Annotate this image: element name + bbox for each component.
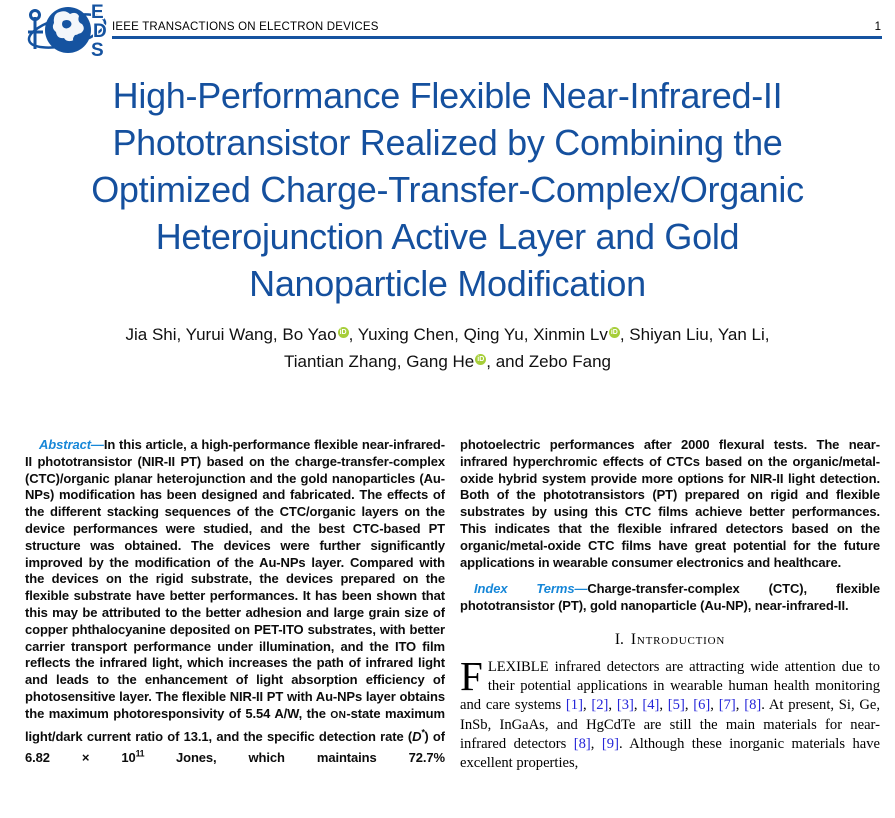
orcid-icon[interactable]: iD bbox=[339, 329, 347, 336]
left-column bbox=[25, 437, 445, 818]
title-line-1: High-Performance Flexible Near-Infrared-II bbox=[112, 75, 783, 116]
logo-letter-e: E bbox=[91, 2, 104, 23]
text-segment: D bbox=[412, 728, 422, 744]
orcid-icon[interactable]: iD bbox=[477, 356, 485, 363]
text-segment: , bbox=[710, 697, 719, 714]
section-title: Introduction bbox=[630, 630, 726, 648]
page-number: 1 bbox=[874, 21, 881, 33]
citation-link[interactable]: [5] bbox=[667, 697, 685, 714]
index-terms-paragraph bbox=[460, 581, 880, 615]
text-segment: Jones, which maintains 72.7% bbox=[143, 750, 445, 765]
section-numeral: I. bbox=[614, 630, 624, 648]
text-segment: , bbox=[608, 697, 617, 714]
section-heading-introduction bbox=[460, 631, 880, 649]
text-segment: . At present, Si, Ge, InSb, InGaAs, and HgCdTe are still the main materials for near-infrared detectors bbox=[460, 697, 880, 752]
text-segment: ON bbox=[330, 709, 347, 721]
abstract-continuation bbox=[460, 437, 880, 571]
citation-link[interactable]: [2] bbox=[591, 697, 609, 714]
text-segment: -state maximum light/dark current ratio of 13.1, and the specific detection rate ( bbox=[25, 705, 445, 744]
right-column bbox=[460, 437, 880, 818]
header-rule bbox=[112, 36, 882, 39]
paper-title bbox=[48, 72, 847, 307]
text-segment: , Shiyan Liu, Yan Li, bbox=[619, 325, 770, 344]
author-list bbox=[0, 321, 895, 375]
abstract-body bbox=[25, 437, 445, 765]
journal-title: IEEE TRANSACTIONS ON ELECTRON DEVICES bbox=[112, 21, 379, 33]
text-segment: , bbox=[659, 697, 668, 714]
text-segment: Charge-transfer-complex (CTC), flexible phototransistor (PT), gold nanoparticle (Au-NP), near-infrared-II. bbox=[460, 581, 880, 614]
text-segment: ) of 6.82 × 10 bbox=[25, 728, 445, 765]
citation-link[interactable]: [9] bbox=[601, 735, 619, 752]
title-line-4: Heterojunction Active Layer and Gold bbox=[155, 216, 740, 257]
title-line-3: Optimized Charge-Transfer-Complex/Organic bbox=[91, 169, 804, 210]
text-segment: , bbox=[735, 697, 745, 714]
text-segment: , bbox=[684, 697, 694, 714]
text-segment: 11 bbox=[135, 748, 144, 759]
citation-link[interactable]: [7] bbox=[718, 697, 736, 714]
text-segment: Tiantian Zhang, Gang He bbox=[283, 352, 475, 371]
title-line-5: Nanoparticle Modification bbox=[249, 263, 646, 304]
index-terms-label: Index Terms— bbox=[474, 581, 588, 597]
logo-letter-s: S bbox=[91, 40, 104, 61]
text-segment: * bbox=[421, 727, 425, 738]
citation-link[interactable]: [8] bbox=[573, 735, 591, 752]
text-segment: , bbox=[582, 697, 592, 714]
text-segment: , Yuxing Chen, Qing Yu, Xinmin Lv bbox=[348, 325, 608, 344]
author-line-2 bbox=[0, 348, 895, 375]
text-segment: , bbox=[633, 697, 643, 714]
text-segment: . Although these inorganic materials have excellent properties, bbox=[460, 735, 880, 771]
intro-paragraph bbox=[460, 652, 880, 773]
text-segment: In this article, a high-performance flexible near-infrared-II phototransistor (NIR-II PT) based on the charge-transfer-complex (CTC)/organic planar heterojunction and the gold nanoparticles (Au-NPs) modification has been designed and fabricated. The effects of the different stacking sequences of the CTC/organic layers on the device performances were studied, and the best CTC-based PT structure was obtained. The devices were further significantly improved by the modification of the Au-NPs layer. Compared with the devices on the rigid substrate, the devices prepared on the flexible substrate have better performances. It has been shown that this may be attributed to the better adhesion and large grain size of copper phthalocyanine deposited on PET-ITO substrates, with better carrier transport performance under illumination, and the ITO film reflects the infrared light, which increases the path of infrared light and leads to the enhancement of light absorption efficiency of photosensitive layer. The flexible NIR-II PT with Au-NPs layer obtains the maximum photoresponsivity of 5.54 A/W, the bbox=[25, 437, 445, 721]
text-segment: Jia Shi, Yurui Wang, Bo Yao bbox=[125, 325, 337, 344]
citation-link[interactable]: [4] bbox=[642, 697, 660, 714]
ieee-eds-logo bbox=[27, 1, 115, 61]
title-line-2: Phototransistor Realized by Combining the bbox=[112, 122, 783, 163]
text-segment: , and Zebo Fang bbox=[486, 352, 612, 371]
citation-link[interactable]: [3] bbox=[616, 697, 634, 714]
abstract-paragraph bbox=[25, 437, 445, 767]
citation-link[interactable]: [1] bbox=[565, 697, 583, 714]
author-line-1 bbox=[0, 321, 895, 348]
abstract-label: Abstract— bbox=[39, 437, 104, 452]
text-segment: LEXIBLE infrared detectors are attracting wide attention due to their potential applications in wearable human health monitoring and care systems bbox=[460, 658, 880, 714]
logo-letter-d: D bbox=[93, 21, 107, 42]
orcid-icon[interactable]: iD bbox=[610, 329, 618, 336]
citation-link[interactable]: [8] bbox=[744, 697, 762, 714]
body-columns bbox=[25, 437, 880, 818]
text-segment: F bbox=[460, 652, 483, 699]
text-segment: photoelectric performances after 2000 flexural tests. The near-infrared hyperchromic effects of CTCs based on the organic/metal-oxide hybrid system provide more options for NIR-II light detection. Both of the phototransistors (PT) prepared on rigid and flexible substrates by using this CTC films achieve better performances. This indicates that the flexible infrared detectors based on the organic/metal-oxide CTC films have great potential for the future applications in wearable consumer electronics and healthcare. bbox=[460, 437, 880, 570]
citation-link[interactable]: [6] bbox=[693, 697, 711, 714]
text-segment: , bbox=[590, 735, 602, 752]
